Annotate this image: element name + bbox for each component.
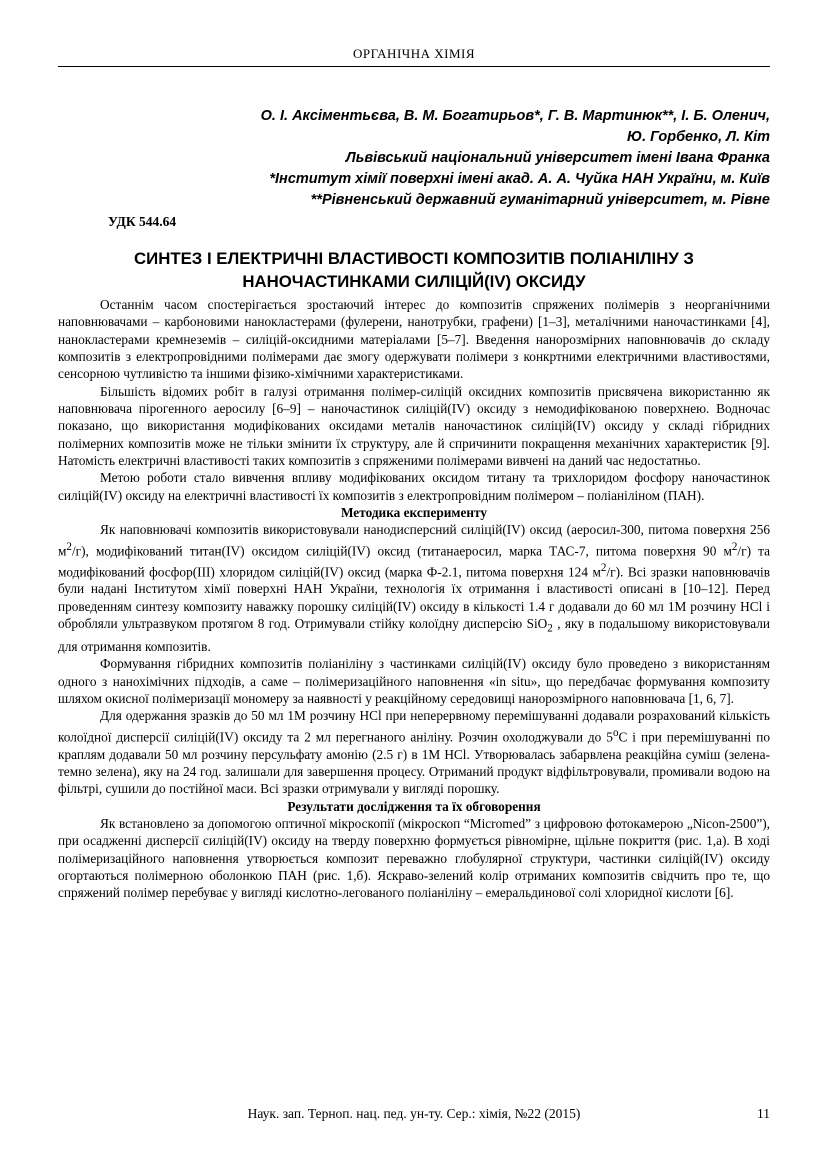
paper-title (58, 247, 770, 293)
affiliation-line: *Інститут хімії поверхні імені акад. А. А. Чуйка НАН України, м. Київ (269, 171, 770, 187)
paragraph: Як встановлено за допомогою оптичної мікроскопії (мікроскоп “Micromed” з цифровою фотокамерою „Nicon-2500”), при осадженні дисперсії силіцій(IV) оксиду на тверду поверхню формується рівномірне, щільне покриття (рис. 1,а). В ході полімеризаційного наповнення утворюється композит переважно глобулярної структури, частинки силіцій(IV) оксиду огортаються полімерною оболонкою ПАН (рис. 1,б). Яскраво-зелений колір отриманих композитів свідчить про те, що спряжений полімер перебуває у вигляді кислотно-легованого поліаніліну – емеральдинової солі хлоридної кислоти [6]. (58, 815, 770, 901)
page-number: 11 (757, 1106, 770, 1121)
title-line: НАНОЧАСТИНКАМИ СИЛІЦІЙ(IV) ОКСИДУ (242, 272, 586, 291)
affiliation-line: **Рівненський державний гуманітарний університет, м. Рівне (310, 192, 770, 208)
paragraph: Останнім часом спостерігається зростаючий інтерес до композитів спряжених полімерів з неорганічними наповнювачами – карбоновими нанокластерами (фулерени, нанотрубки, графени) [1–3], металічними наночастинками [4], нанокластерами кремнеземів – силіцій-оксидними матеріалами [5–7]. Введення нанорозмірних наповнювачів до складу композитів з електропровідними полімерами дає змогу одержувати полімери з конкртними електричними властивостями, сенсорною чутливістю та іншими фізико-хімічними характеристиками. (58, 297, 770, 382)
paragraph: Формування гібридних композитів поліаніліну з частинками силіцій(IV) оксиду було проведено з використанням одного з нанохімічних підходів, а саме – полімеризаційного наповнення «in situ», що передбачає формування композиту шляхом окисної полімеризації мономеру за наявності у реакційному середовищі нанорозмірного наповнювача [1, 6, 7]. (58, 656, 770, 707)
section-heading-methods: Методика експерименту (340, 505, 488, 521)
udc-code: УДК 544.64 (108, 214, 177, 229)
paragraph: Метою роботи стало вивчення впливу модифікованих оксидом титану та трихлоридом фосфору наночастинок силіцій(IV) оксиду на електричні властивості їх композитів з електропровідним полімером – поліаніліном (ПАН). (58, 470, 770, 503)
paragraph: Більшість відомих робіт в галузі отримання полімер-силіцій оксидних композитів присвячена використанню як наповнювача пірогенного аеросилу [6–9] – наночастинок силіцій(IV) оксиду з немодифікованою поверхнею. Водночас показано, що використання модифікованих оксидами металів наночастинок силіцій(IV) оксиду у складі гібридних полімерних композитів може не тільки змінити їх структуру, але й спричинити покращення механічних характеристик [9]. Натомість електричні властивості таких композитів з спряженими полімерами вивчені на даний час недостатньо. (58, 383, 770, 469)
journal-citation: Наук. зап. Терноп. нац. пед. ун-ту. Сер.: хімія, №22 (2015) (247, 1106, 581, 1121)
affiliation-line: Львівський національний університет імені Івана Франка (345, 150, 770, 166)
paragraph: Як наповнювачі композитів використовували нанодисперсний силіцій(IV) оксид (аеросил-300, питома поверхня 256 $м^2/г$), модифікований титан(IV) оксидом силіцій(IV) оксид (титанаеросил, марка ТАС-7, питома поверхня 90 $м^2/г$) та модифікований фосфор(III) хлоридом силіцій(IV) оксид (марка Ф-2.1, питома поверхня 124 $м^2/г$). Всі зразки наповнювачів були надані Інститутом хімії поверхні НАН України, технологія їх отримання і властивості описані в [10–12]. Перед проведенням синтезу композиту наважку порошку силіцій(IV) оксиду в кількості 1.4 г додавали до 60 мл 1М розчину HCl і обробляли ультразвуком протягом 8 год. Отримували стійку колоїдну дисперсію SiO$_2$ , яку в подальшому використовували для отримання композитів. (58, 522, 771, 655)
author-block (58, 106, 770, 211)
authors-line: Ю. Горбенко, Л. Кіт (627, 129, 770, 145)
article-body (58, 296, 770, 902)
section-header: ОРГАНІЧНА ХІМІЯ (352, 46, 476, 61)
title-line: СИНТЕЗ І ЕЛЕКТРИЧНІ ВЛАСТИВОСТІ КОМПОЗИТІВ ПОЛІАНІЛІНУ З (134, 249, 694, 268)
section-heading-results: Результати дослідження та їх обговорення (287, 798, 541, 814)
header-divider (58, 66, 770, 67)
authors-line: О. І. Аксіментьєва, В. М. Богатирьов*, Г. В. Мартинюк**, І. Б. Оленич, (260, 108, 770, 124)
paragraph: Для одержання зразків до 50 мл 1М розчину HCl при неперервному перемішуванні додавали розрахований кількість колоїдної дисперсії силіцій(IV) оксиду та 2 мл перегнаного аніліну. Розчин охолоджували до 5$^o$C і при перемішуванні по краплям додавали 50 мл розчину персульфату амонію (2.5 г) в 1М HCl. Утворювалась забарвлена реакційна суміш (зелена-темно зелена), яку на 24 год. залишали для завершення процесу. Отриманий продукт відфільтровували, промивали водою на фільтрі, сушили до постійної маси. Всі зразки отримували у вигляді порошку. (58, 708, 770, 797)
